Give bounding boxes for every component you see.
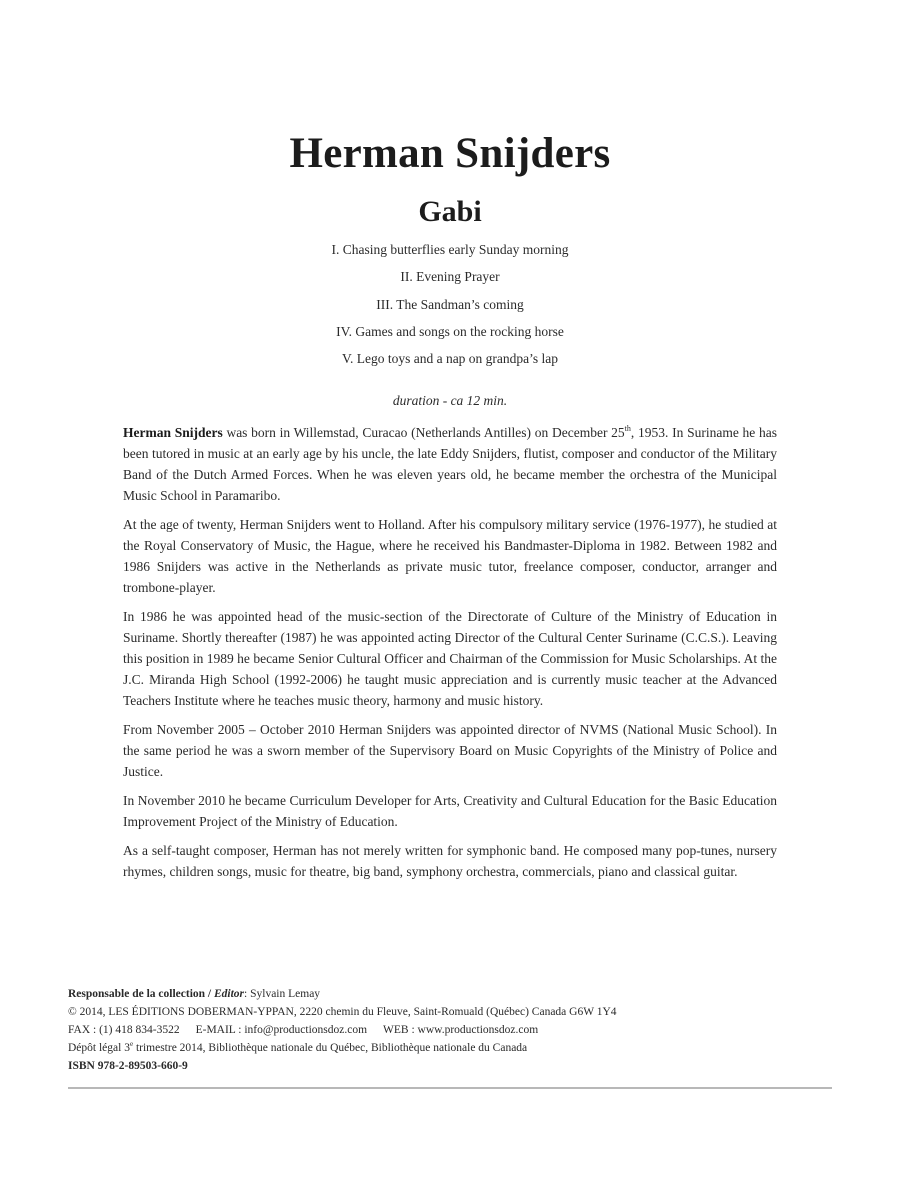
movement-list bbox=[0, 236, 900, 372]
bio-paragraph: From November 2005 – October 2010 Herman Snijders was appointed director of NVMS (National Music School). In the same period he was a sworn member of the Supervisory Board on Music Copyrights of the Ministry of Police and Justice. bbox=[123, 722, 777, 779]
contact-line bbox=[68, 1021, 832, 1039]
website: WEB : www.productionsdoz.com bbox=[383, 1024, 539, 1036]
bio-paragraph: In 1986 he was appointed head of the music-section of the Directorate of Culture of the Ministry of Education in Suriname. Shortly thereafter (1987) he was appointed acting Director of the Cultural Center Suriname (C.C.S.). Leaving this position in 1989 he became Senior Cultural Officer and Chairman of the Commission for Music Scholarships. At the J.C. Miranda High School (1992-2006) he taught music appreciation and is currently music teacher at the Advanced Teachers Institute where he teaches music theory, harmony and music history. bbox=[123, 609, 777, 708]
movement-item: V. Lego toys and a nap on grandpa’s lap bbox=[341, 351, 559, 367]
composer-name: Herman Snijders bbox=[289, 129, 611, 177]
biography bbox=[123, 422, 777, 890]
publisher-footer bbox=[68, 985, 832, 1075]
copyright-line: © 2014, LES ÉDITIONS DOBERMAN-YPPAN, 2220 chemin du Fleuve, Saint-Romuald (Québec) Canada G6W 1Y4 bbox=[68, 1006, 617, 1018]
bio-paragraph: At the age of twenty, Herman Snijders went to Holland. After his compulsory military service (1976-1977), he studied at the Royal Conservatory of Music, the Hague, where he received his Bandmaster-Diploma in 1982. Between 1982 and 1986 Snijders was active in the Netherlands as private music tutor, freelance composer, conductor, arranger and trombone-player. bbox=[123, 517, 777, 595]
work-title: Gabi bbox=[418, 194, 482, 228]
movement-item: I. Chasing butterflies early Sunday morning bbox=[331, 242, 569, 257]
bio-name: Herman Snijders bbox=[123, 425, 223, 440]
email-address: E-MAIL : info@productionsdoz.com bbox=[195, 1024, 368, 1036]
editor-line: Responsable de la collection / Editor: Sylvain Lemay bbox=[68, 988, 321, 1000]
legal-deposit-line: Dépôt légal 3e trimestre 2014, Bibliothèque nationale du Québec, Bibliothèque nationale du Canada bbox=[68, 1040, 528, 1054]
duration-note: duration - ca 12 min. bbox=[392, 393, 508, 408]
bio-paragraph: In November 2010 he became Curriculum Developer for Arts, Creativity and Cultural Education for the Basic Education Improvement Project of the Ministry of Education. bbox=[123, 793, 777, 829]
fax-number: FAX : (1) 418 834-3522 bbox=[68, 1024, 180, 1036]
movement-item: IV. Games and songs on the rocking horse bbox=[336, 323, 564, 339]
movement-item: II. Evening Prayer bbox=[400, 269, 500, 285]
footer-divider bbox=[68, 1087, 832, 1089]
bio-paragraph: As a self-taught composer, Herman has not merely written for symphonic band. He composed many pop-tunes, nursery rhymes, children songs, music for theatre, big band, symphony orchestra, commercials, piano and classical guitar. bbox=[123, 843, 777, 879]
isbn: ISBN 978-2-89503-660-9 bbox=[68, 1060, 188, 1072]
movement-item: III. The Sandman’s coming bbox=[376, 296, 524, 312]
bio-paragraph: Herman Snijders was born in Willemstad, Curacao (Netherlands Antilles) on December 25th, 1953. In Suriname he has been tutored in music at an early age by his uncle, the late Eddy Snijders, flutist, composer and conductor of the Military Band of the Dutch Armed Forces. When he was eleven years old, he became member the orchestra of the Municipal Music School in Paramaribo. bbox=[123, 424, 777, 503]
